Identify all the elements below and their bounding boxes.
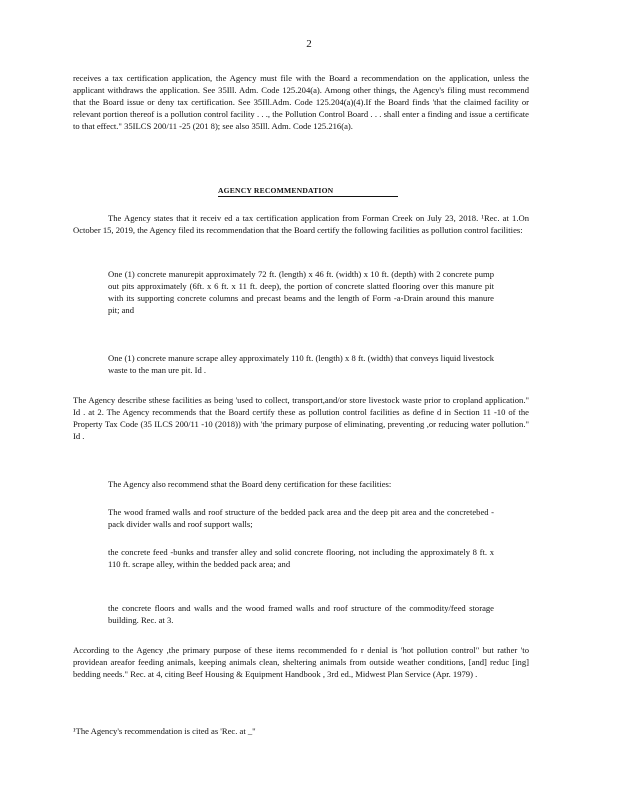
paragraph-according: According to the Agency ,the primary purpose of these items recommended fo r denial is 'hot pollution control" but rather 'to providean areafor feeding animals, keeping animals clean, sheltering animals from outside weather conditions, [and] reduc [ing] bedding needs." Rec. at 4, citing Beef Housing & Equipment Handbook , 3rd ed., Midwest Plan Service (Apr. 1979) . — [73, 645, 529, 680]
paragraph-describes: The Agency describe sthese facilities as being 'used to collect, transport,and/or store livestock waste prior to cropland application." Id . at 2. The Agency recommends that the Board certify these as pollution control facilities as define d in Section 11 -10 of the Property Tax Code (35 ILCS 200/11 -10 (2018)) with 'the primary purpose of eliminating, preventing ,or reducing water pollution." Id . — [73, 395, 529, 442]
page-number: 2 — [306, 38, 312, 50]
footnote: ¹The Agency's recommendation is cited as 'Rec. at _" — [73, 726, 256, 736]
facility-item-1: One (1) concrete manurepit approximately 72 ft. (length) x 46 ft. (width) x 10 ft. (depth) with 2 concrete pump out pits approximately (6ft. x 6 ft. x 11 ft. deep), the portion of concrete slatted flooring over this manure pit with its supporting concrete columns and precast beams and the length of Form -a-Drain around this manure pit; and — [108, 269, 494, 316]
paragraph-deny: The Agency also recommend sthat the Board deny certification for these facilities: — [108, 479, 392, 489]
paragraph-agency-states: The Agency states that it receiv ed a tax certification application from Forman Creek on July 23, 2018. ¹Rec. at 1.On October 15, 2019, the Agency filed its recommendation that the Board certify the following facilities as pollution control facilities: — [73, 213, 529, 236]
section-heading: AGENCY RECOMMENDATION — [218, 186, 334, 195]
deny-item-2: the concrete feed -bunks and transfer alley and solid concrete flooring, not including the approximately 8 ft. x 110 ft. scrape alley, within the bedded pack area; and — [108, 547, 494, 570]
deny-item-1: The wood framed walls and roof structure of the bedded pack area and the deep pit area and the concretebed - pack divider walls and roof support walls; — [108, 507, 494, 530]
heading-underline — [218, 196, 398, 197]
deny-item-3: the concrete floors and walls and the wood framed walls and roof structure of the commodity/feed storage building. Rec. at 3. — [108, 603, 494, 626]
facility-item-2: One (1) concrete manure scrape alley approximately 110 ft. (length) x 8 ft. (width) that conveys liquid livestock waste to the man ure pit. Id . — [108, 353, 494, 376]
paragraph-intro: receives a tax certification application, the Agency must file with the Board a recommendation on the application, unless the applicant withdraws the application. See 35Ill. Adm. Code 125.204(a). Among other things, the Agency's filing must recommend that the Board issue or deny tax certification. See 35Ill.Adm. Code 125.204(a)(4).If the Board finds 'that the claimed facility or relevant portion thereof is a pollution control facility . . ., the Pollution Control Board . . . shall enter a finding and issue a certificate to that effect." 35ILCS 200/11 -25 (201 8); see also 35Ill. Adm. Code 125.216(a). — [73, 73, 529, 132]
